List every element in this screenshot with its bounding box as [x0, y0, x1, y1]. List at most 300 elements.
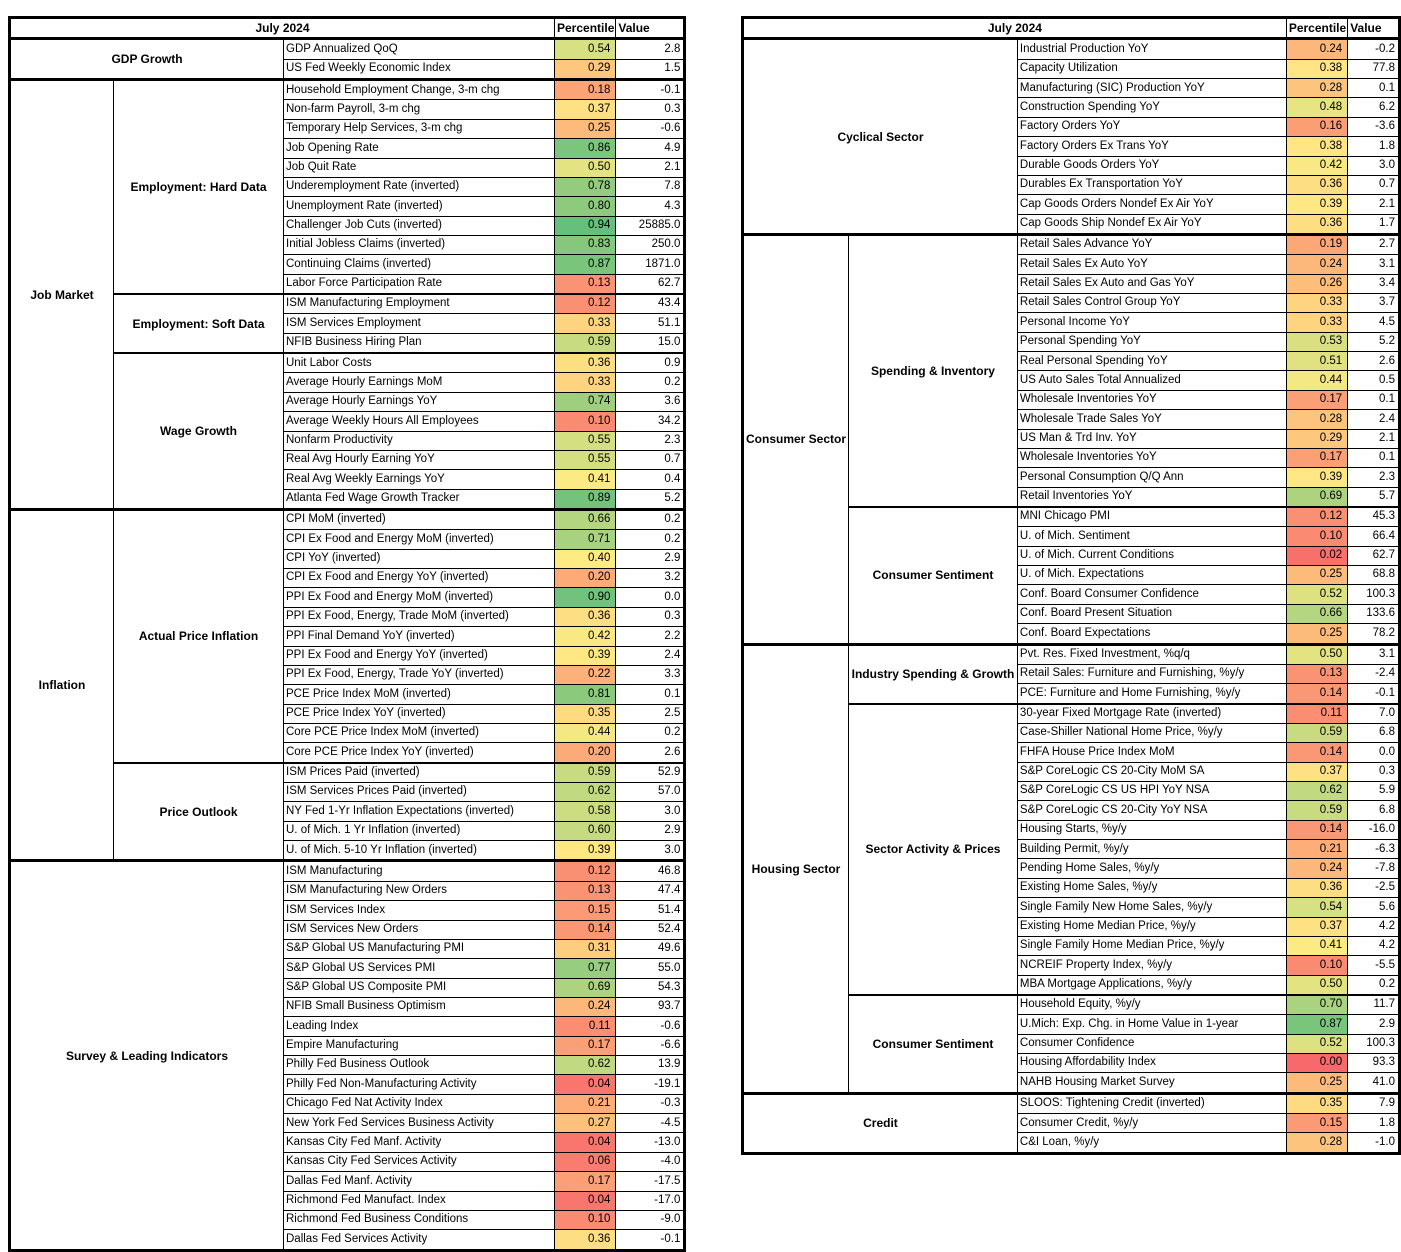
indicator-name-cell: U. of Mich. Expectations: [1017, 566, 1286, 585]
percentile-cell: 0.36: [1286, 175, 1347, 194]
indicator-name-cell: ISM Manufacturing New Orders: [284, 881, 555, 900]
percentile-cell: 0.17: [1286, 448, 1347, 467]
value-cell: 6.8: [1348, 801, 1400, 820]
percentile-cell: 0.11: [1286, 704, 1347, 724]
indicator-name-cell: US Auto Sales Total Annualized: [1017, 371, 1286, 390]
percentile-cell: 0.53: [1286, 332, 1347, 351]
indicator-name-cell: ISM Services New Orders: [284, 920, 555, 939]
value-column-header: Value: [616, 18, 685, 39]
percentile-cell: 0.94: [555, 216, 616, 235]
value-cell: 7.0: [1348, 704, 1400, 724]
value-cell: 2.4: [616, 646, 685, 665]
value-cell: -0.1: [616, 80, 685, 100]
indicator-name-cell: NY Fed 1-Yr Inflation Expectations (inverted): [284, 802, 555, 821]
indicator-name-cell: Average Hourly Earnings YoY: [284, 392, 555, 411]
indicator-name-cell: Challenger Job Cuts (inverted): [284, 216, 555, 235]
value-column-header: Value: [1348, 18, 1400, 39]
indicator-name-cell: CPI YoY (inverted): [284, 549, 555, 568]
report-month-label: July 2024: [10, 18, 555, 39]
indicator-name-cell: Wholesale Inventories YoY: [1017, 390, 1286, 409]
percentile-cell: 0.39: [555, 841, 616, 861]
percentile-cell: 0.24: [1286, 39, 1347, 59]
percentile-cell: 0.13: [1286, 664, 1347, 683]
percentile-cell: 0.22: [555, 665, 616, 684]
indicator-name-cell: U. of Mich. Current Conditions: [1017, 546, 1286, 565]
indicator-name-cell: Retail Sales Control Group YoY: [1017, 294, 1286, 313]
value-cell: 62.7: [616, 274, 685, 294]
indicator-name-cell: New York Fed Services Business Activity: [284, 1114, 555, 1133]
indicator-name-cell: Building Permit, %y/y: [1017, 840, 1286, 859]
value-cell: -9.0: [616, 1210, 685, 1229]
indicator-name-cell: Retail Sales Ex Auto and Gas YoY: [1017, 274, 1286, 293]
value-cell: -0.1: [616, 1230, 685, 1250]
indicator-name-cell: PPI Ex Food, Energy, Trade MoM (inverted): [284, 607, 555, 626]
indicator-name-cell: Consumer Credit, %y/y: [1017, 1114, 1286, 1133]
indicator-name-cell: Atlanta Fed Wage Growth Tracker: [284, 489, 555, 509]
percentile-cell: 0.21: [1286, 840, 1347, 859]
value-cell: 3.0: [616, 841, 685, 861]
percentile-cell: 0.14: [555, 920, 616, 939]
indicator-name-cell: PCE Price Index YoY (inverted): [284, 704, 555, 723]
indicator-name-cell: PPI Ex Food and Energy YoY (inverted): [284, 646, 555, 665]
percentile-cell: 0.00: [1286, 1054, 1347, 1073]
percentile-cell: 0.44: [555, 723, 616, 742]
percentile-cell: 0.31: [555, 939, 616, 958]
value-cell: -0.1: [1348, 684, 1400, 704]
value-cell: 5.9: [1348, 782, 1400, 801]
percentile-cell: 0.62: [1286, 782, 1347, 801]
percentile-cell: 0.15: [555, 901, 616, 920]
percentile-cell: 0.38: [1286, 137, 1347, 156]
value-cell: 133.6: [1348, 604, 1400, 623]
indicator-name-cell: Underemployment Rate (inverted): [284, 177, 555, 196]
percentile-cell: 0.13: [555, 274, 616, 294]
value-cell: 1.8: [1348, 1114, 1400, 1133]
percentile-cell: 0.54: [555, 39, 616, 59]
macro-indicators-table-left: [8, 16, 686, 1252]
value-cell: 6.2: [1348, 98, 1400, 117]
indicator-name-cell: Factory Orders YoY: [1017, 117, 1286, 136]
value-cell: 2.1: [1348, 429, 1400, 448]
value-cell: -16.0: [1348, 820, 1400, 839]
indicator-name-cell: ISM Services Index: [284, 901, 555, 920]
indicator-name-cell: Housing Starts, %y/y: [1017, 820, 1286, 839]
value-cell: 1871.0: [616, 255, 685, 274]
value-cell: -4.5: [616, 1114, 685, 1133]
indicator-name-cell: Kansas City Fed Manf. Activity: [284, 1133, 555, 1152]
percentile-cell: 0.52: [1286, 1034, 1347, 1053]
value-cell: 2.7: [1348, 234, 1400, 254]
value-cell: 0.2: [1348, 975, 1400, 995]
value-cell: 2.2: [616, 627, 685, 646]
percentile-cell: 0.10: [555, 1210, 616, 1229]
value-cell: 4.3: [616, 197, 685, 216]
percentile-cell: 0.28: [1286, 1133, 1347, 1153]
indicator-name-cell: Philly Fed Business Outlook: [284, 1056, 555, 1075]
value-cell: 0.9: [616, 353, 685, 373]
indicator-name-cell: Real Avg Hourly Earning YoY: [284, 450, 555, 469]
percentile-cell: 0.39: [1286, 468, 1347, 487]
percentile-cell: 0.19: [1286, 234, 1347, 254]
percentile-cell: 0.60: [555, 821, 616, 840]
value-cell: 13.9: [616, 1056, 685, 1075]
percentile-cell: 0.25: [1286, 1073, 1347, 1093]
value-cell: 3.2: [616, 569, 685, 588]
value-cell: 3.7: [1348, 294, 1400, 313]
value-cell: 3.0: [616, 802, 685, 821]
indicator-name-cell: S&P CoreLogic CS US HPI YoY NSA: [1017, 782, 1286, 801]
percentile-cell: 0.41: [1286, 936, 1347, 955]
category-cell: Job Market: [10, 80, 114, 510]
percentile-cell: 0.16: [1286, 117, 1347, 136]
value-cell: -0.3: [616, 1094, 685, 1113]
indicator-name-cell: Consumer Confidence: [1017, 1034, 1286, 1053]
indicator-name-cell: MBA Mortgage Applications, %y/y: [1017, 975, 1286, 995]
percentile-cell: 0.28: [1286, 410, 1347, 429]
percentile-cell: 0.12: [555, 294, 616, 314]
value-cell: 0.1: [616, 685, 685, 704]
value-cell: 5.2: [1348, 332, 1400, 351]
value-cell: 0.3: [1348, 762, 1400, 781]
percentile-cell: 0.78: [555, 177, 616, 196]
value-cell: 0.5: [1348, 371, 1400, 390]
percentile-cell: 0.17: [1286, 390, 1347, 409]
percentile-cell: 0.33: [555, 373, 616, 392]
value-cell: 3.3: [616, 665, 685, 684]
value-cell: -0.6: [616, 1017, 685, 1036]
percentile-cell: 0.12: [555, 861, 616, 881]
indicator-name-cell: ISM Prices Paid (inverted): [284, 763, 555, 783]
indicator-row: [743, 39, 1400, 59]
indicator-name-cell: Factory Orders Ex Trans YoY: [1017, 137, 1286, 156]
indicator-row: [10, 80, 685, 100]
value-cell: 34.2: [616, 412, 685, 431]
percentile-cell: 0.15: [1286, 1114, 1347, 1133]
value-cell: 51.4: [616, 901, 685, 920]
indicator-name-cell: U. of Mich. 1 Yr Inflation (inverted): [284, 821, 555, 840]
indicator-name-cell: Conf. Board Expectations: [1017, 624, 1286, 644]
indicator-row: [10, 39, 685, 59]
percentile-cell: 0.89: [555, 489, 616, 509]
percentile-cell: 0.18: [555, 80, 616, 100]
percentile-cell: 0.35: [1286, 1093, 1347, 1113]
percentile-cell: 0.48: [1286, 98, 1347, 117]
percentile-cell: 0.38: [1286, 59, 1347, 78]
value-cell: 0.2: [616, 723, 685, 742]
percentile-cell: 0.12: [1286, 507, 1347, 527]
indicator-name-cell: S&P CoreLogic CS 20-City YoY NSA: [1017, 801, 1286, 820]
indicator-name-cell: Richmond Fed Business Conditions: [284, 1210, 555, 1229]
category-cell: Consumer Sector: [743, 234, 849, 644]
indicator-name-cell: PPI Final Demand YoY (inverted): [284, 627, 555, 646]
percentile-cell: 0.42: [1286, 156, 1347, 175]
percentile-cell: 0.59: [555, 333, 616, 353]
indicator-name-cell: Cap Goods Ship Nondef Ex Air YoY: [1017, 214, 1286, 234]
indicator-name-cell: Retail Inventories YoY: [1017, 487, 1286, 507]
percentile-cell: 0.28: [1286, 79, 1347, 98]
value-cell: 3.6: [616, 392, 685, 411]
indicator-name-cell: Industrial Production YoY: [1017, 39, 1286, 59]
percentile-cell: 0.80: [555, 197, 616, 216]
percentile-cell: 0.27: [555, 1114, 616, 1133]
value-cell: -13.0: [616, 1133, 685, 1152]
indicator-name-cell: Cap Goods Orders Nondef Ex Air YoY: [1017, 195, 1286, 214]
value-cell: 4.2: [1348, 936, 1400, 955]
value-cell: 2.1: [1348, 195, 1400, 214]
indicator-name-cell: Unemployment Rate (inverted): [284, 197, 555, 216]
indicator-name-cell: Unit Labor Costs: [284, 353, 555, 373]
indicator-name-cell: Capacity Utilization: [1017, 59, 1286, 78]
subcategory-cell: Industry Spending & Growth: [849, 644, 1018, 704]
indicator-name-cell: Leading Index: [284, 1017, 555, 1036]
percentile-cell: 0.87: [555, 255, 616, 274]
category-cell: Survey & Leading Indicators: [10, 861, 284, 1250]
category-cell: Cyclical Sector: [743, 39, 1018, 235]
indicator-name-cell: Dallas Fed Services Activity: [284, 1230, 555, 1250]
percentile-cell: 0.55: [555, 450, 616, 469]
category-cell: Inflation: [10, 509, 114, 860]
percentile-cell: 0.52: [1286, 585, 1347, 604]
subcategory-cell: Wage Growth: [114, 353, 284, 509]
value-cell: 100.3: [1348, 585, 1400, 604]
percentile-cell: 0.33: [555, 314, 616, 333]
value-cell: 47.4: [616, 881, 685, 900]
indicator-name-cell: Kansas City Fed Services Activity: [284, 1152, 555, 1171]
value-cell: 5.2: [616, 489, 685, 509]
category-cell: Housing Sector: [743, 644, 849, 1093]
value-cell: 2.8: [616, 39, 685, 59]
percentile-cell: 0.21: [555, 1094, 616, 1113]
indicator-name-cell: U. of Mich. 5-10 Yr Inflation (inverted): [284, 841, 555, 861]
percentile-cell: 0.36: [555, 607, 616, 626]
percentile-cell: 0.13: [555, 881, 616, 900]
indicator-row: [10, 509, 685, 529]
percentile-cell: 0.41: [555, 470, 616, 489]
indicator-name-cell: U. of Mich. Sentiment: [1017, 527, 1286, 546]
percentile-cell: 0.51: [1286, 352, 1347, 371]
indicator-name-cell: Dallas Fed Manf. Activity: [284, 1172, 555, 1191]
value-cell: 46.8: [616, 861, 685, 881]
value-cell: -17.5: [616, 1172, 685, 1191]
indicator-name-cell: Existing Home Median Price, %y/y: [1017, 917, 1286, 936]
indicator-name-cell: Conf. Board Consumer Confidence: [1017, 585, 1286, 604]
indicator-name-cell: S&P Global US Services PMI: [284, 959, 555, 978]
percentile-cell: 0.36: [555, 1230, 616, 1250]
indicator-name-cell: Household Employment Change, 3-m chg: [284, 80, 555, 100]
indicator-name-cell: Durable Goods Orders YoY: [1017, 156, 1286, 175]
value-cell: 3.4: [1348, 274, 1400, 293]
percentile-cell: 0.25: [555, 119, 616, 138]
value-cell: 0.0: [616, 588, 685, 607]
indicator-name-cell: NFIB Small Business Optimism: [284, 997, 555, 1016]
value-cell: 2.4: [1348, 410, 1400, 429]
indicator-name-cell: Continuing Claims (inverted): [284, 255, 555, 274]
indicator-name-cell: Personal Consumption Q/Q Ann: [1017, 468, 1286, 487]
value-cell: -4.0: [616, 1152, 685, 1171]
indicator-name-cell: Initial Jobless Claims (inverted): [284, 235, 555, 254]
percentile-cell: 0.59: [1286, 723, 1347, 742]
indicator-name-cell: Pending Home Sales, %y/y: [1017, 859, 1286, 878]
subcategory-cell: Sector Activity & Prices: [849, 704, 1018, 995]
value-cell: 66.4: [1348, 527, 1400, 546]
percentile-cell: 0.35: [555, 704, 616, 723]
percentile-cell: 0.74: [555, 392, 616, 411]
category-cell: GDP Growth: [10, 39, 284, 80]
percentile-cell: 0.33: [1286, 294, 1347, 313]
indicator-name-cell: Durables Ex Transportation YoY: [1017, 175, 1286, 194]
indicator-name-cell: Non-farm Payroll, 3-m chg: [284, 100, 555, 119]
value-cell: 68.8: [1348, 566, 1400, 585]
indicator-name-cell: Average Weekly Hours All Employees: [284, 412, 555, 431]
value-cell: 2.9: [616, 549, 685, 568]
percentile-cell: 0.70: [1286, 995, 1347, 1015]
value-cell: 51.1: [616, 314, 685, 333]
value-cell: 52.4: [616, 920, 685, 939]
indicator-name-cell: Personal Spending YoY: [1017, 332, 1286, 351]
percentile-cell: 0.14: [1286, 684, 1347, 704]
indicator-name-cell: Construction Spending YoY: [1017, 98, 1286, 117]
subcategory-cell: Employment: Soft Data: [114, 294, 284, 353]
percentile-cell: 0.83: [555, 235, 616, 254]
percentile-cell: 0.06: [555, 1152, 616, 1171]
indicator-name-cell: Pvt. Res. Fixed Investment, %q/q: [1017, 644, 1286, 664]
value-cell: 2.3: [1348, 468, 1400, 487]
percentile-cell: 0.24: [1286, 859, 1347, 878]
percentile-cell: 0.29: [1286, 429, 1347, 448]
percentile-cell: 0.04: [555, 1191, 616, 1210]
percentile-cell: 0.50: [1286, 644, 1347, 664]
percentile-cell: 0.59: [1286, 801, 1347, 820]
value-cell: 0.4: [616, 470, 685, 489]
subcategory-cell: Consumer Sentiment: [849, 995, 1018, 1093]
indicator-name-cell: Single Family New Home Sales, %y/y: [1017, 898, 1286, 917]
value-cell: 3.1: [1348, 255, 1400, 274]
value-cell: 2.6: [1348, 352, 1400, 371]
percentile-cell: 0.69: [1286, 487, 1347, 507]
percentile-cell: 0.37: [555, 100, 616, 119]
percentile-cell: 0.39: [1286, 195, 1347, 214]
indicator-name-cell: Retail Sales Advance YoY: [1017, 234, 1286, 254]
indicator-name-cell: Temporary Help Services, 3-m chg: [284, 119, 555, 138]
value-cell: 78.2: [1348, 624, 1400, 644]
value-cell: 0.3: [616, 100, 685, 119]
indicator-name-cell: ISM Services Employment: [284, 314, 555, 333]
percentile-cell: 0.55: [555, 431, 616, 450]
value-cell: 15.0: [616, 333, 685, 353]
percentile-column-header: Percentile: [1286, 18, 1347, 39]
indicator-name-cell: NAHB Housing Market Survey: [1017, 1073, 1286, 1093]
indicator-name-cell: ISM Manufacturing Employment: [284, 294, 555, 314]
indicator-name-cell: Job Opening Rate: [284, 139, 555, 158]
indicator-name-cell: Retail Sales Ex Auto YoY: [1017, 255, 1286, 274]
value-cell: 5.6: [1348, 898, 1400, 917]
percentile-cell: 0.04: [555, 1133, 616, 1152]
indicator-name-cell: PCE: Furniture and Home Furnishing, %y/y: [1017, 684, 1286, 704]
indicator-name-cell: Wholesale Inventories YoY: [1017, 448, 1286, 467]
value-cell: 77.8: [1348, 59, 1400, 78]
indicator-name-cell: CPI Ex Food and Energy YoY (inverted): [284, 569, 555, 588]
indicator-name-cell: Conf. Board Present Situation: [1017, 604, 1286, 623]
indicator-name-cell: Nonfarm Productivity: [284, 431, 555, 450]
indicator-name-cell: Philly Fed Non-Manufacturing Activity: [284, 1075, 555, 1094]
indicator-name-cell: GDP Annualized QoQ: [284, 39, 555, 59]
value-cell: -1.0: [1348, 1133, 1400, 1153]
percentile-cell: 0.04: [555, 1075, 616, 1094]
value-cell: 43.4: [616, 294, 685, 314]
subcategory-cell: Price Outlook: [114, 763, 284, 861]
indicator-name-cell: NCREIF Property Index, %y/y: [1017, 956, 1286, 975]
indicator-name-cell: Retail Sales: Furniture and Furnishing, %y/y: [1017, 664, 1286, 683]
percentile-cell: 0.62: [555, 783, 616, 802]
value-cell: -2.5: [1348, 878, 1400, 897]
percentile-cell: 0.25: [1286, 566, 1347, 585]
value-cell: 2.9: [1348, 1015, 1400, 1034]
indicator-row: [743, 644, 1400, 664]
indicator-name-cell: U.Mich: Exp. Chg. in Home Value in 1-year: [1017, 1015, 1286, 1034]
percentile-cell: 0.24: [555, 997, 616, 1016]
percentile-cell: 0.77: [555, 959, 616, 978]
table-header-row: [10, 18, 685, 39]
percentile-cell: 0.17: [555, 1036, 616, 1055]
indicator-name-cell: Personal Income YoY: [1017, 313, 1286, 332]
value-cell: 2.9: [616, 821, 685, 840]
indicator-name-cell: Empire Manufacturing: [284, 1036, 555, 1055]
indicator-row: [743, 1093, 1400, 1113]
value-cell: -3.6: [1348, 117, 1400, 136]
percentile-cell: 0.81: [555, 685, 616, 704]
value-cell: 41.0: [1348, 1073, 1400, 1093]
indicator-name-cell: Core PCE Price Index YoY (inverted): [284, 743, 555, 763]
indicator-name-cell: US Man & Trd Inv. YoY: [1017, 429, 1286, 448]
percentile-cell: 0.36: [1286, 878, 1347, 897]
percentile-cell: 0.66: [1286, 604, 1347, 623]
percentile-cell: 0.58: [555, 802, 616, 821]
value-cell: 250.0: [616, 235, 685, 254]
subcategory-cell: Consumer Sentiment: [849, 507, 1018, 644]
indicator-name-cell: Single Family Home Median Price, %y/y: [1017, 936, 1286, 955]
percentile-cell: 0.33: [1286, 313, 1347, 332]
value-cell: 0.1: [1348, 79, 1400, 98]
value-cell: 1.5: [616, 59, 685, 79]
indicator-name-cell: Wholesale Trade Sales YoY: [1017, 410, 1286, 429]
percentile-cell: 0.37: [1286, 917, 1347, 936]
percentile-cell: 0.10: [1286, 527, 1347, 546]
left-table-container: [8, 16, 686, 1252]
indicator-name-cell: CPI Ex Food and Energy MoM (inverted): [284, 530, 555, 549]
indicator-name-cell: Existing Home Sales, %y/y: [1017, 878, 1286, 897]
value-cell: 3.1: [1348, 644, 1400, 664]
indicator-name-cell: PPI Ex Food and Energy MoM (inverted): [284, 588, 555, 607]
value-cell: 0.2: [616, 373, 685, 392]
value-cell: 54.3: [616, 978, 685, 997]
value-cell: 0.3: [616, 607, 685, 626]
indicator-name-cell: NFIB Business Hiring Plan: [284, 333, 555, 353]
value-cell: -2.4: [1348, 664, 1400, 683]
value-cell: 0.1: [1348, 448, 1400, 467]
percentile-cell: 0.29: [555, 59, 616, 79]
percentile-cell: 0.36: [555, 353, 616, 373]
indicator-name-cell: Richmond Fed Manufact. Index: [284, 1191, 555, 1210]
right-table-container: [741, 16, 1401, 1155]
indicator-row: [10, 861, 685, 881]
value-cell: 3.0: [1348, 156, 1400, 175]
percentile-cell: 0.90: [555, 588, 616, 607]
percentile-cell: 0.25: [1286, 624, 1347, 644]
value-cell: 57.0: [616, 783, 685, 802]
percentile-cell: 0.44: [1286, 371, 1347, 390]
percentile-cell: 0.14: [1286, 820, 1347, 839]
value-cell: -19.1: [616, 1075, 685, 1094]
